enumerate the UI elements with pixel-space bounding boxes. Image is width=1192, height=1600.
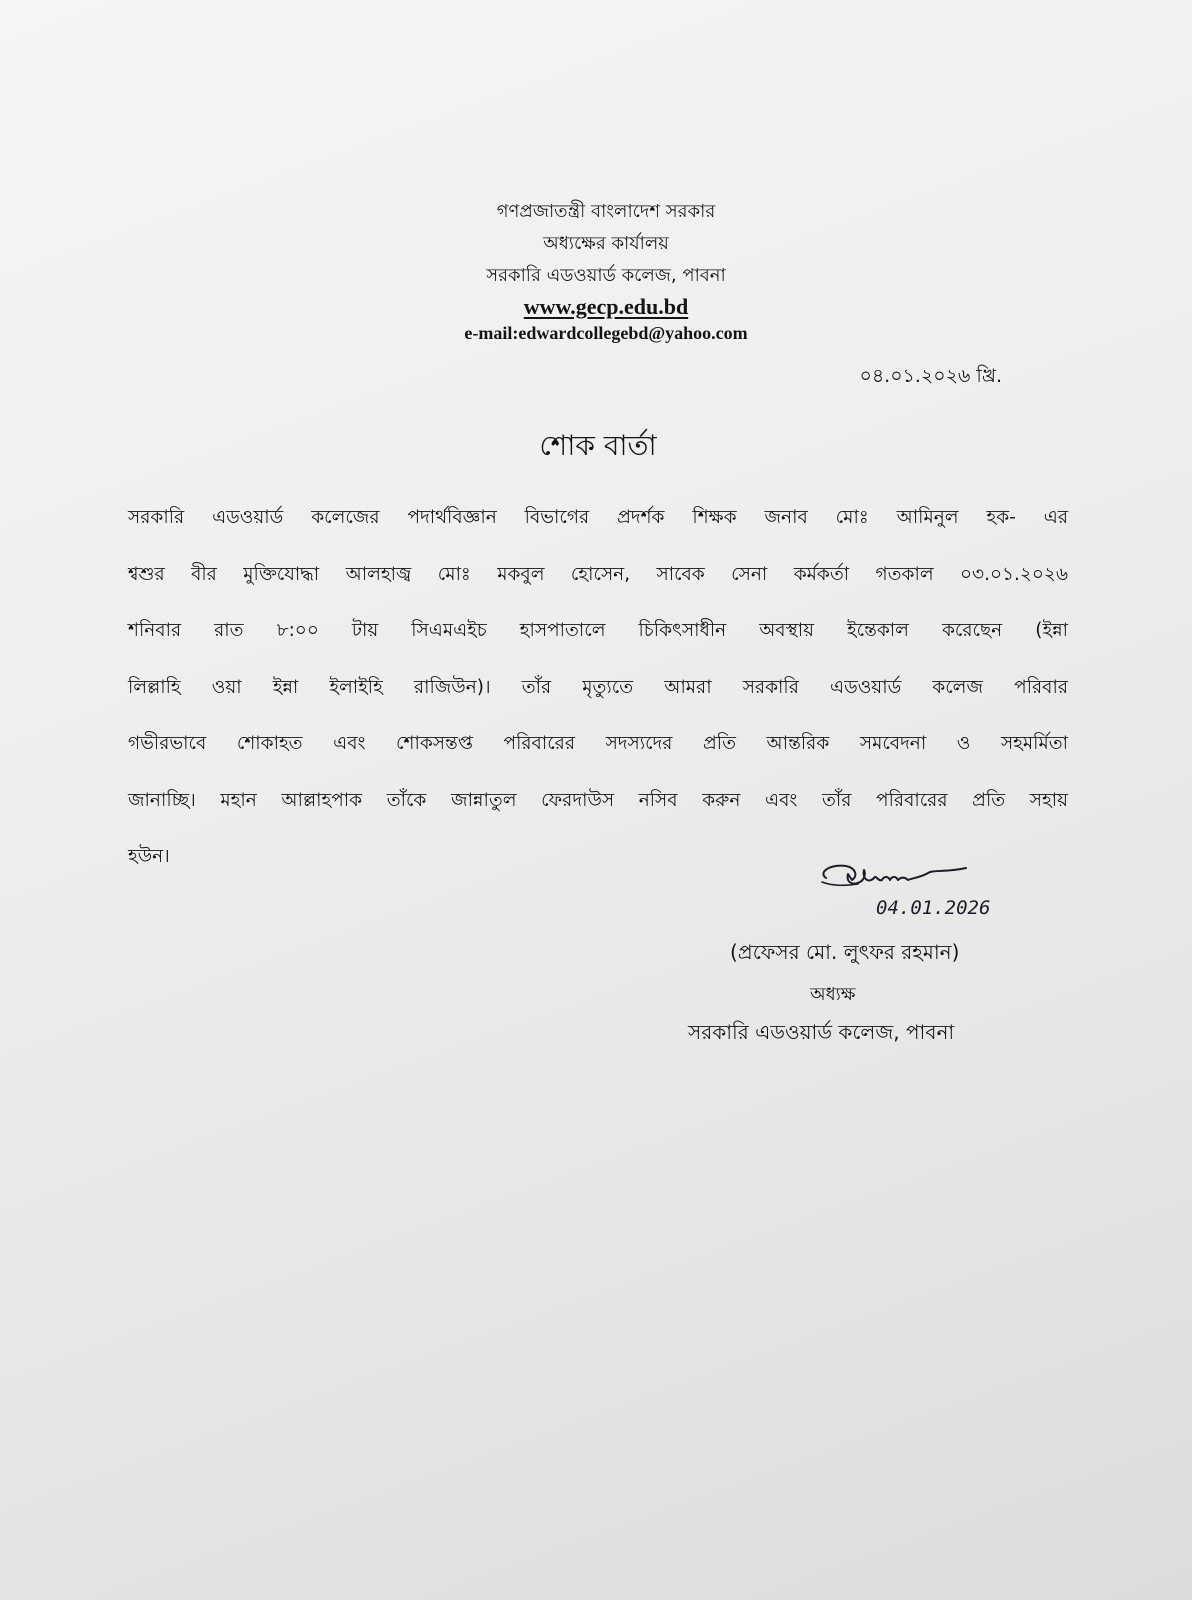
body-line: শ্বশুর বীর মুক্তিযোদ্ধা আলহাজ্ব মোঃ মকবুল হোসেন, সাবেক সেনা কর্মকর্তা গতকাল ০৩.০১.২০২৬ [128, 563, 1068, 585]
letter-body [128, 490, 1068, 886]
government-name: গণপ্রজাতন্ত্রী বাংলাদেশ সরকার [496, 201, 716, 222]
body-line: হউন। [128, 846, 170, 867]
handwritten-signature [812, 860, 1012, 930]
letter-date: ০৪.০১.২০২৬ খ্রি. [859, 365, 1002, 387]
body-line: লিল্লাহি ওয়া ইন্না ইলাইহি রাজিউন)। তাঁর মৃত্যুতে আমরা সরকারি এডওয়ার্ড কলেজ পরিবার [128, 676, 1068, 698]
body-line: জানাচ্ছি। মহান আল্লাহপাক তাঁকে জান্নাতুল ফেরদাউস নসিব করুন এবং তাঁর পরিবারের প্রতি সহায় [128, 789, 1068, 811]
body-line: শনিবার রাত ৮:০০ টায় সিএমএইচ হাসপাতালে চিকিৎসাধীন অবস্থায় ইন্তেকাল করেছেন (ইন্না [128, 620, 1068, 641]
signatory-institution: সরকারি এডওয়ার্ড কলেজ, পাবনা [688, 1020, 955, 1044]
body-line: সরকারি এডওয়ার্ড কলেজের পদার্থবিজ্ঞান বিভাগের প্রদর্শক শিক্ষক জনাব মোঃ আমিনুল হক- এর [128, 507, 1068, 528]
website-link: www.gecp.edu.bd [523, 294, 689, 319]
body-line: গভীরভাবে শোকাহত এবং শোকসন্তপ্ত পরিবারের সদস্যদের প্রতি আন্তরিক সমবেদনা ও সহমর্মিতা [128, 733, 1068, 754]
handwritten-date: 04.01.2026 [876, 897, 991, 919]
letterhead [396, 196, 816, 344]
institution-name: সরকারি এডওয়ার্ড কলেজ, পাবনা [486, 265, 726, 286]
office-name: অধ্যক্ষের কার্যালয় [543, 233, 669, 254]
signatory-designation: অধ্যক্ষ [810, 984, 856, 1005]
signatory-name: (প্রফেসর মো. লুৎফর রহমান) [730, 940, 960, 964]
letter-title: শোক বার্তা [539, 429, 657, 462]
email-address: e-mail:edwardcollegebd@yahoo.com [464, 323, 748, 343]
